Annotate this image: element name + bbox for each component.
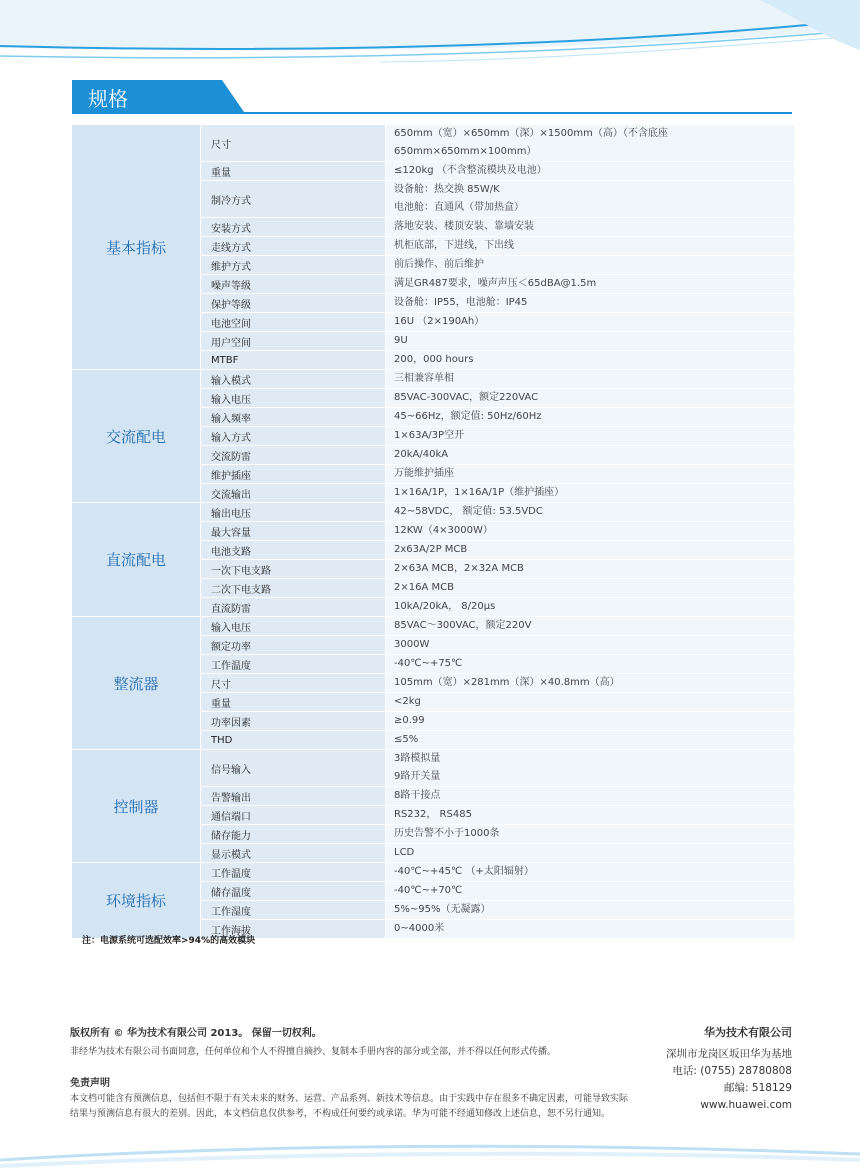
spec-key: 工作温度 — [200, 863, 385, 881]
copyright-notice: 非经华为技术有限公司书面同意，任何单位和个人不得擅自摘抄、复制本手册内容的部分或全部，并不得以任何形式传播。 — [70, 1047, 557, 1057]
spec-value-line: 电池舱：直通风（带加热盒） — [394, 202, 524, 213]
spec-key: 交流防雷 — [200, 446, 385, 464]
spec-value-line: 45~66Hz，额定值: 50Hz/60Hz — [394, 411, 542, 422]
spec-row — [72, 617, 794, 635]
spec-value-line: <2kg — [394, 696, 421, 707]
spec-value — [385, 125, 794, 161]
spec-value — [385, 920, 794, 938]
spec-key: 功率因素 — [200, 712, 385, 730]
spec-value-line: 16U （2×190Ah） — [394, 316, 485, 327]
spec-value — [385, 617, 794, 635]
spec-value-line: 设备舱：热交换 85W/K — [394, 184, 500, 195]
spec-value-line: 落地安装、楼顶安装、靠墙安装 — [394, 221, 534, 232]
page-title: 规格 — [88, 87, 128, 111]
spec-value-line: -40℃~+70℃ — [394, 885, 463, 896]
spec-key: MTBF — [200, 351, 385, 369]
spec-key: 储存能力 — [200, 825, 385, 843]
footer-contact — [666, 1024, 792, 1114]
spec-key: 一次下电支路 — [200, 560, 385, 578]
bottom-wave-decoration — [0, 1130, 860, 1170]
spec-value-line: 85VAC～300VAC，额定220V — [394, 620, 532, 631]
spec-value — [385, 882, 794, 900]
spec-category: 基本指标 — [72, 125, 200, 369]
spec-value — [385, 484, 794, 502]
spec-value-line: 历史告警不小于1000条 — [394, 828, 500, 839]
spec-value-line: 三相兼容单相 — [394, 373, 454, 384]
spec-key: 电池空间 — [200, 313, 385, 331]
spec-key: 重量 — [200, 162, 385, 180]
company-name: 华为技术有限公司 — [704, 1026, 792, 1039]
spec-value — [385, 237, 794, 255]
spec-value — [385, 275, 794, 293]
spec-value-line: 105mm（宽）×281mm（深）×40.8mm（高） — [394, 677, 620, 688]
spec-row — [72, 503, 794, 521]
section-title-tab — [72, 80, 242, 112]
spec-value — [385, 503, 794, 521]
spec-value-line: 2×63A MCB，2×32A MCB — [394, 563, 524, 574]
spec-value — [385, 806, 794, 824]
spec-value-line: 12KW（4×3000W） — [394, 525, 493, 536]
spec-value-line: 42~58VDC， 额定值: 53.5VDC — [394, 506, 543, 517]
spec-key: 制冷方式 — [200, 181, 385, 217]
spec-key: 储存温度 — [200, 882, 385, 900]
spec-value — [385, 370, 794, 388]
spec-key: 电池支路 — [200, 541, 385, 559]
spec-key: 信号输入 — [200, 750, 385, 786]
spec-value — [385, 218, 794, 236]
table-note: 注：电源系统可选配效率>94%的高效模块 — [82, 936, 256, 946]
spec-row — [72, 125, 794, 161]
spec-key: 维护插座 — [200, 465, 385, 483]
spec-value-line: 前后操作、前后维护 — [394, 259, 484, 270]
spec-row — [72, 863, 794, 881]
spec-value — [385, 674, 794, 692]
spec-key: 噪声等级 — [200, 275, 385, 293]
spec-value — [385, 465, 794, 483]
spec-value — [385, 901, 794, 919]
spec-value-line: -40℃~+75℃ — [394, 658, 463, 669]
spec-key: 工作湿度 — [200, 901, 385, 919]
spec-value — [385, 522, 794, 540]
company-website[interactable]: www.huawei.com — [700, 1099, 792, 1111]
spec-value-line: 85VAC-300VAC，额定220VAC — [394, 392, 539, 403]
spec-key: 用户空间 — [200, 332, 385, 350]
spec-value-line: RS232， RS485 — [394, 809, 472, 820]
spec-value-line: 万能维护插座 — [394, 468, 454, 479]
spec-key: 二次下电支路 — [200, 579, 385, 597]
spec-key: 显示模式 — [200, 844, 385, 862]
spec-value — [385, 863, 794, 881]
spec-value-line: 满足GR487要求，噪声声压＜65dBA@1.5m — [394, 278, 597, 289]
spec-key: 工作温度 — [200, 655, 385, 673]
spec-value — [385, 351, 794, 369]
spec-value — [385, 787, 794, 805]
spec-key: 维护方式 — [200, 256, 385, 274]
spec-key: 交流输出 — [200, 484, 385, 502]
spec-value — [385, 579, 794, 597]
spec-value-line: 1×16A/1P，1×16A/1P（维护插座） — [394, 487, 565, 498]
spec-value — [385, 598, 794, 616]
spec-key: THD — [200, 731, 385, 749]
spec-value-line: ≥0.99 — [394, 715, 425, 726]
disclaimer-text: 本文档可能含有预测信息，包括但不限于有关未来的财务、运营、产品系列、新技术等信息。由于实践中存在很多不确定因素，可能导致实际结果与预测信息有很大的差别。因此，本文档信息仅供参考，不构成任何要约或承诺。华为可能不经通知修改上述信息，恕不另行通知。 — [70, 1094, 629, 1119]
disclaimer-title: 免责声明 — [70, 1078, 110, 1089]
spec-category: 整流器 — [72, 617, 200, 749]
spec-key: 重量 — [200, 693, 385, 711]
spec-value — [385, 712, 794, 730]
spec-value-line: 10kA/20kA， 8/20μs — [394, 601, 496, 612]
spec-key: 尺寸 — [200, 125, 385, 161]
spec-key: 工作海拔 — [200, 920, 385, 938]
spec-key: 输入模式 — [200, 370, 385, 388]
spec-value-line: 2×16A MCB — [394, 582, 454, 593]
spec-value-line: 0~4000米 — [394, 923, 445, 934]
spec-value — [385, 389, 794, 407]
company-phone: 电话: (0755) 28780808 — [672, 1065, 792, 1077]
spec-value — [385, 256, 794, 274]
spec-key: 告警输出 — [200, 787, 385, 805]
spec-key: 尺寸 — [200, 674, 385, 692]
spec-value-line: 9U — [394, 335, 408, 346]
spec-value — [385, 181, 794, 217]
spec-value — [385, 825, 794, 843]
spec-key: 直流防雷 — [200, 598, 385, 616]
spec-value-line: 1×63A/3P空开 — [394, 430, 465, 441]
spec-value-line: -40℃~+45℃ （+太阳辐射） — [394, 866, 534, 877]
spec-value — [385, 844, 794, 862]
title-underline — [72, 112, 792, 114]
spec-table — [72, 124, 794, 939]
spec-value — [385, 446, 794, 464]
spec-row — [72, 370, 794, 388]
spec-value — [385, 655, 794, 673]
spec-row — [72, 750, 794, 786]
spec-key: 输出电压 — [200, 503, 385, 521]
top-wave-decoration — [0, 0, 860, 70]
spec-value — [385, 294, 794, 312]
spec-value-line: 650mm（宽）×650mm（深）×1500mm（高）（不含底座650mm×650mm×100mm） — [394, 128, 668, 157]
spec-value — [385, 427, 794, 445]
company-address: 深圳市龙岗区坂田华为基地 — [666, 1048, 792, 1060]
spec-key: 保护等级 — [200, 294, 385, 312]
spec-value — [385, 750, 794, 786]
spec-value-line: 3000W — [394, 639, 430, 650]
spec-category: 控制器 — [72, 750, 200, 862]
spec-value — [385, 560, 794, 578]
spec-value-line: ≤5% — [394, 734, 419, 745]
spec-category: 环境指标 — [72, 863, 200, 938]
spec-value-line: 2x63A/2P MCB — [394, 544, 468, 555]
spec-value — [385, 332, 794, 350]
spec-value-line: 9路开关量 — [394, 771, 441, 782]
footer-legal — [70, 1024, 630, 1122]
spec-value — [385, 731, 794, 749]
spec-value — [385, 313, 794, 331]
spec-value — [385, 541, 794, 559]
spec-value — [385, 162, 794, 180]
spec-value-line: LCD — [394, 847, 415, 858]
spec-key: 安装方式 — [200, 218, 385, 236]
spec-value-line: 200，000 hours — [394, 354, 474, 365]
spec-category: 直流配电 — [72, 503, 200, 616]
spec-value — [385, 408, 794, 426]
spec-key: 输入电压 — [200, 617, 385, 635]
spec-value-line: ≤120kg （不含整流模块及电池） — [394, 165, 547, 176]
spec-key: 输入频率 — [200, 408, 385, 426]
spec-value-line: 设备舱：IP55，电池舱：IP45 — [394, 297, 528, 308]
spec-value — [385, 636, 794, 654]
spec-key: 通信端口 — [200, 806, 385, 824]
spec-key: 走线方式 — [200, 237, 385, 255]
spec-category: 交流配电 — [72, 370, 200, 502]
spec-value-line: 机柜底部，下进线，下出线 — [394, 240, 514, 251]
spec-value-line: 5%~95%（无凝露） — [394, 904, 491, 915]
spec-key: 输入方式 — [200, 427, 385, 445]
spec-key: 额定功率 — [200, 636, 385, 654]
company-postcode: 邮编: 518129 — [724, 1082, 792, 1094]
spec-value-line: 3路模拟量 — [394, 753, 441, 764]
copyright-line: 版权所有 © 华为技术有限公司 2013。 保留一切权利。 — [70, 1028, 322, 1039]
spec-value-line: 8路干接点 — [394, 790, 441, 801]
spec-key: 输入电压 — [200, 389, 385, 407]
spec-value-line: 20kA/40kA — [394, 449, 449, 460]
spec-value — [385, 693, 794, 711]
spec-key: 最大容量 — [200, 522, 385, 540]
